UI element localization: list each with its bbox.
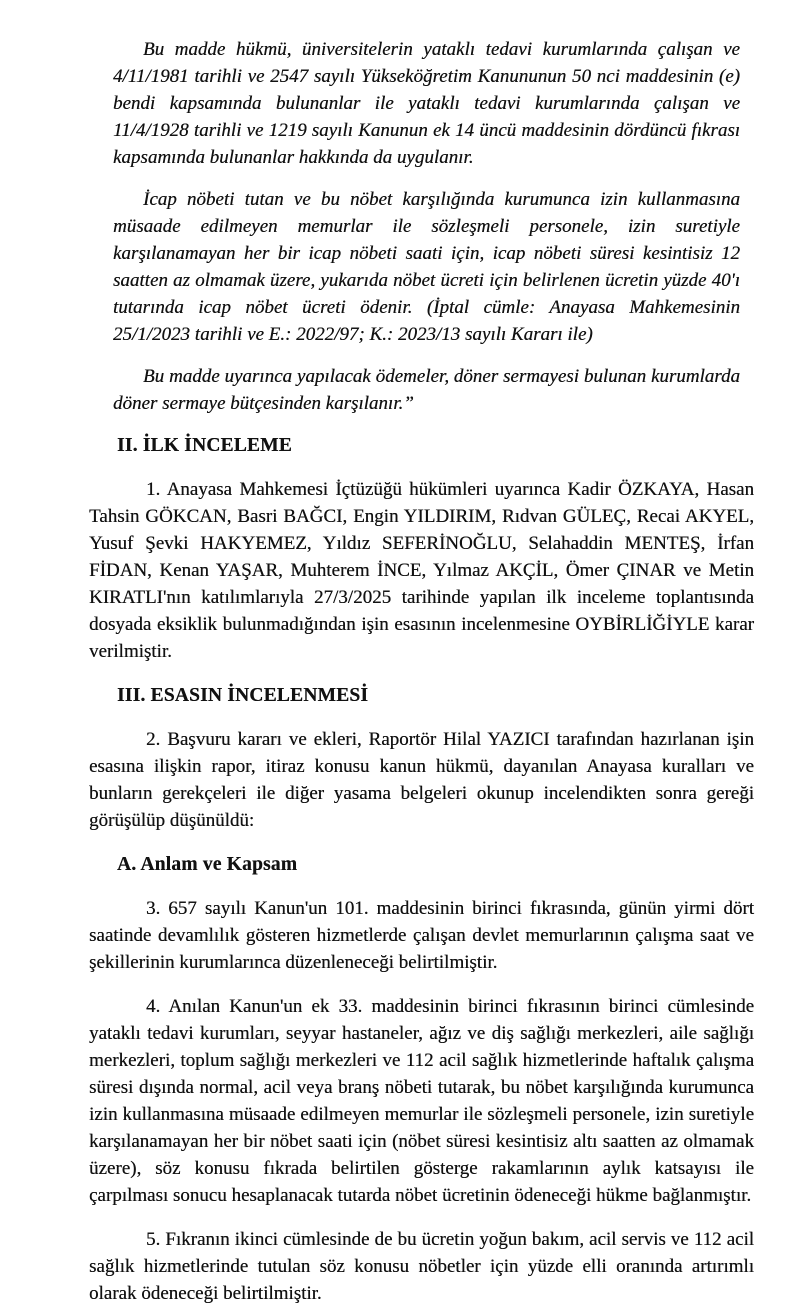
paragraph-1: 1. Anayasa Mahkemesi İçtüzüğü hükümleri uyarınca Kadir ÖZKAYA, Hasan Tahsin GÖKCAN, Basri BAĞCI, Engin YILDIRIM, Rıdvan GÜLEÇ, Recai AKYEL, Yusuf Şevki HAKYEMEZ, Yıldız SEFERİNOĞLU, Selahaddin MENTEŞ, İrfan FİDAN, Kenan YAŞAR, Muhterem İNCE, Yılmaz AKÇİL, Ömer ÇINAR ve Metin KIRATLI'nın katılımlarıyla 27/3/2025 tarihinde yapılan ilk inceleme toplantısında dosyada eksiklik bulunmadığından işin esasının incelenmesine OYBİRLİĞİYLE karar verilmiştir. (89, 479, 754, 662)
quoted-legal-provision (89, 36, 754, 417)
paragraph-3: 3. 657 sayılı Kanun'un 101. maddesinin birinci fıkrasında, günün yirmi dört saatinde devamlılık gösteren hizmetlerde çalışan devlet memurlarının çalışma saat ve şekillerinin kurumlarınca düzenleneceği belirtilmiştir. (89, 898, 754, 973)
paragraph-5: 5. Fıkranın ikinci cümlesinde de bu ücretin yoğun bakım, acil servis ve 112 acil sağlık hizmetlerinde tutulan söz konusu nöbetler için yüzde elli oranında artırımlı olarak ödeneceği belirtilmiştir. (89, 1229, 754, 1304)
section-heading-ilk-inceleme: II. İLK İNCELEME (117, 435, 292, 456)
quote-paragraph-3: Bu madde uyarınca yapılacak ödemeler, döner sermayesi bulunan kurumlarda döner sermaye bütçesinden karşılanır.” (113, 366, 740, 414)
paragraph-4: 4. Anılan Kanun'un ek 33. maddesinin birinci fıkrasının birinci cümlesinde yataklı tedavi kurumları, seyyar hastaneler, ağız ve diş sağlığı merkezleri, aile sağlığı merkezleri, toplum sağlığı merkezleri ve 112 acil sağlık hizmetlerinde haftalık çalışma süresi dışında normal, acil veya branş nöbeti tutarak, bu nöbet karşılığında kurumunca izin kullanmasına müsaade edilmeyen memurlar ile sözleşmeli personele, izin suretiyle karşılanamayan her bir nöbet saati için (nöbet süresi kesintisiz altı saatten az olmamak üzere), söz konusu fıkrada belirtilen gösterge rakamlarının aylık katsayısı ile çarpılması sonucu hesaplanacak tutarda nöbet ücretinin ödeneceği hükme bağlanmıştır. (89, 996, 754, 1206)
paragraph-2: 2. Başvuru kararı ve ekleri, Raportör Hilal YAZICI tarafından hazırlanan işin esasına ilişkin rapor, itiraz konusu kanun hükmü, dayanılan Anayasa kuralları ve bunların gerekçeleri ile diğer yasama belgeleri okunup incelendikten sonra gereği görüşülüp düşünüldü: (89, 729, 754, 831)
quote-paragraph-2: İcap nöbeti tutan ve bu nöbet karşılığında kurumunca izin kullanmasına müsaade edilmeyen memurlar ile sözleşmeli personele, izin suretiyle karşılanamayan her bir icap nöbeti saati için, icap nöbeti süresi kesintisiz 12 saatten az olmamak üzere, yukarıda nöbet ücreti için belirlenen ücretin yüzde 40'ı tutarında icap nöbet ücreti ödenir. (İptal cümle: Anayasa Mahkemesinin 25/1/2023 tarihli ve E.: 2022/97; K.: 2023/13 sayılı Kararı ile) (113, 189, 740, 345)
quote-paragraph-1: Bu madde hükmü, üniversitelerin yataklı tedavi kurumlarında çalışan ve 4/11/1981 tarihli ve 2547 sayılı Yükseköğretim Kanununun 50 nci maddesinin (e) bendi kapsamında bulunanlar ile yataklı tedavi kurumlarında çalışan ve 11/4/1928 tarihli ve 1219 sayılı Kanunun ek 14 üncü maddesinin dördüncü fıkrası kapsamında bulunanlar hakkında da uygulanır. (113, 39, 740, 168)
subsection-heading-anlam-ve-kapsam: A. Anlam ve Kapsam (117, 854, 298, 875)
section-heading-esasin-incelenmesi: III. ESASIN İNCELENMESİ (117, 685, 369, 706)
